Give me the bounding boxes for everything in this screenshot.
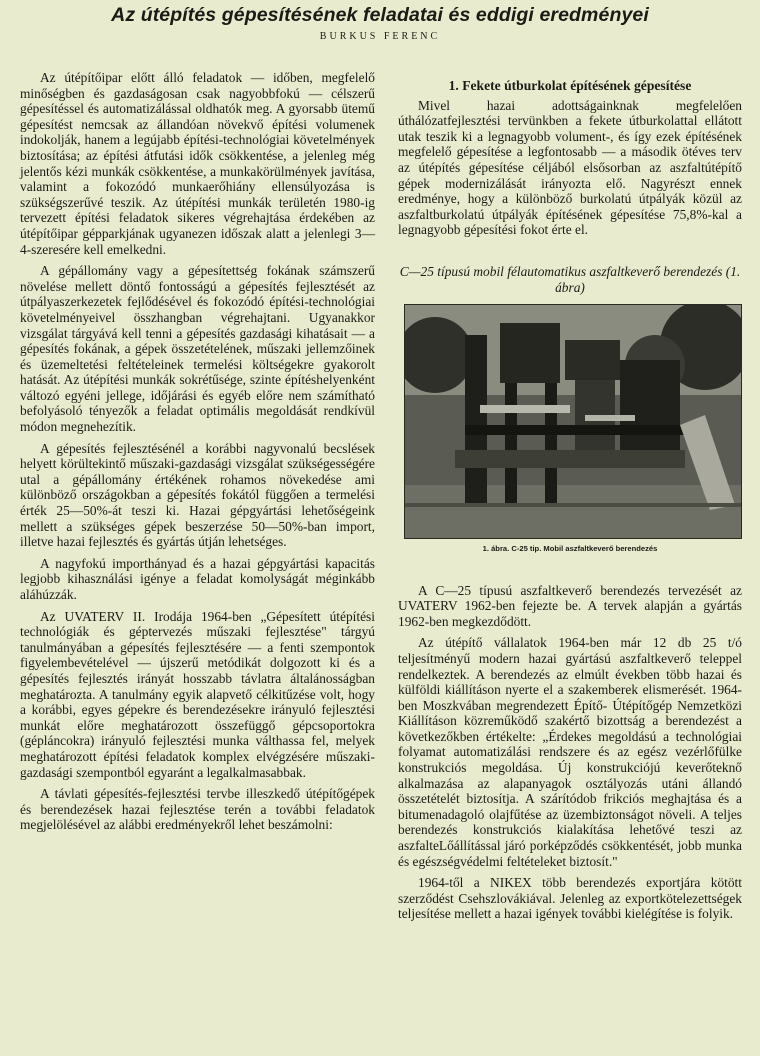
figure-title: C—25 típusú mobil félautomatikus aszfaltkeverő berendezés (1. ábra) <box>399 263 741 295</box>
paragraph: A távlati gépesítés-fejlesztési tervbe illeszkedő útépítőgépek és berendezések hazai fejlesztése terén a további feladatok megjelölésével az alábbi eredményekről lehet beszámolni: <box>20 786 375 833</box>
paragraph: A gépesítés fejlesztésénél a korábbi nagyvonalú becslések helyett körültekintő műszaki-gazdasági vizsgálat szükségességére utal a gépállomány értékének rohamos növekedése ami különböző országokban a gépesítés fokától függően a termelési érték 25—50%-át teszi ki. Hazai gépgyártási lehetőségeink mellett a szükséges gépek beszerzése 50—50%-ban import, illetve hazai fejlesztés és gyártás útján lehetséges. <box>20 440 375 550</box>
paragraph: A gépállomány vagy a gépesítettség fokának számszerű növelése mellett döntő fontosságú a gépesítés fejlesztését az útpályaszerkezetek fejlődésével és fokozódó építési-technológiai követelményeivel összhangban végrehajtani. Ugyanakkor vizsgálat tárgyává kell tenni a gépesítés gazdasági kihatásait — a gépesítés fokának, a gépek összetételének, műszaki jellemzőinek és üzemeltetési feltételeinek termelési költségekre gyakorolt hatását. Az útépítési munkák sokrétűsége, szinte építéshelyenként változó egyéni jellege, időjárási és egyéb előre nem számítható befolyásoló tényezők a feladat optimális megoldását rendkívül módon megnehezítik. <box>20 263 375 435</box>
article-title: Az útépítés gépesítésének feladatai és eddigi eredményei <box>111 4 649 26</box>
article-author: BURKUS FERENC <box>319 31 441 42</box>
paragraph: Az UVATERV II. Irodája 1964-ben „Gépesített útépítési technológiák és géptervezés műszaki fejlesztése" tárgyú tanulmányában a gépesítés fejlesztésére — a fenti szempontok figyelembevételével — újszerű metódikát dolgozott ki és a gépesítés fejlesztés irányát hosszabb távlatra általánosságban meghatározta. A tanulmány egyik alapvető célkitűzése volt, hogy a korábbi, egyes gépekre és berendezésekre irányuló fejlesztési munkát előre meghatározott összefüggő gépcsoportokra (gépláncokra) irányuló fejlesztési munka válthassa fel, melyek meghatározott építési feladatok komplex elvégzésére műszaki-gazdasági szempontból egyaránt a legalkalmasabbak. <box>20 608 375 780</box>
paragraph: Az útépítő vállalatok 1964-ben már 12 db 25 t/ó teljesítményű modern hazai gyártású aszfaltkeverő teleppel rendelkeztek. A berendezés az elmúlt években több hazai és külföldi kiállításon nyerte el a szakemberek elismerését. 1964-ben Moszkvában megrendezett Építő- Útépítőgép Nemzetközi Kiállításon közreműködő szakértő bizottság a berendezést a következőkben értékelte: „Érdekes megoldású a technológiai folyamat automatizálási rendszere és az egész vezérlőfülke konstrukciós megoldása. Új konstrukciójú keverőteknő alkalmazása az alapanyagok osztályozás utáni állandó összetételét biztosítja. A szárítódob frikciós meghajtása és a bitumenadagoló olajfűtése az üzembiztonságot növeli. A teljes berendezés konstrukciós kialakítása lehetővé teszi az aszfalteLőállítással járó porképződés csökkentését, jobb munka és egészségvédelmi feltételeket biztosít." <box>398 635 742 869</box>
paragraph: Az útépítőipar előtt álló feladatok — időben, megfelelő minőségben és gazdaságosan csak nagyobbfokú — célszerű gépesítéssel és automatizálással oldhatók meg. A gyorsabb ütemű gépesítést nemcsak az állandóan növekvő építési volumenek indokolják, hanem a legújabb építési-technológiai követelmények biztosítása; az építési átfutási idők csökkentése, a jelenleg még jelentős kézi munkák csökkentése, a munkakörülmények javítása, valamint a fokozódó munkaerőhiány ellensúlyozása is szükségszerűvé teszik. Az útépítési munkák területén 1980-ig tervezett építési feladatok sikeres végrehajtása érdekében az útépítőipar gépparkjának ugyanezen időszak alatt a jelenlegi 3—4-szeresére kell emelkedni. <box>20 70 375 257</box>
paragraph: A C—25 típusú aszfaltkeverő berendezés tervezését az UVATERV 1962-ben fejezte be. A tervek alapján a gyártás 1962-ben megkezdődött. <box>398 582 742 629</box>
right-column <box>398 78 742 928</box>
paragraph: Mivel hazai adottságainknak megfelelően úthálózatfejlesztési tervünkben a fekete útburkolattal ellátott utak teszik ki a legnagyobb volument-, és így ezek építésének megfelelő gépesítése a legfontosabb — a második ötéves terv az útépítés gépesítése céljából elsősorban az aszfaltútépítő gépek modernizálását irányozta elő. Nagyrészt ennek eredménye, hogy a különböző burkolatú útpályák közül az aszfaltburkolatú útpályák építésének gépesítése 75,8%-kal a legnagyobb gépesítési fokot érte el. <box>398 97 742 238</box>
section-heading: 1. Fekete útburkolat építésének gépesítése <box>448 78 692 93</box>
paragraph: 1964-től a NIKEX több berendezés exportjára kötött szerződést Csehszlovákiával. Jelenleg az exportkötelezettségek teljesítése mellett a hazai igények további kielégítése is folyik. <box>398 875 742 922</box>
left-column <box>20 70 375 839</box>
figure-caption: 1. ábra. C-25 tip. Mobil aszfaltkeverő berendezés <box>482 543 658 553</box>
paragraph: A nagyfokú importhányad és a hazai gépgyártási kapacitás legjobb kihasználási igénye a feladat komolyságát méginkább aláhúzzák. <box>20 555 375 602</box>
asphalt-mixer-photo <box>404 304 742 539</box>
